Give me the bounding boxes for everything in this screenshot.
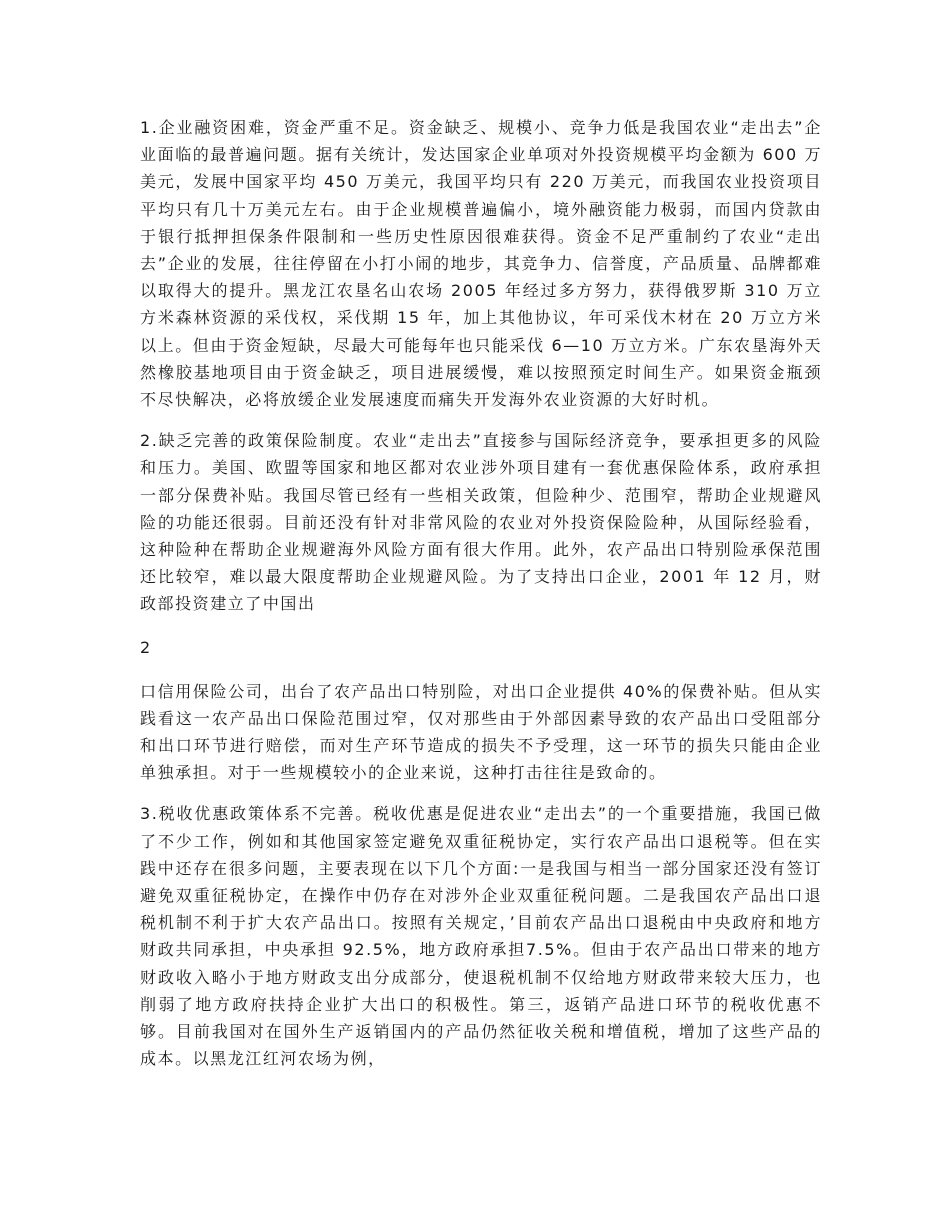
paragraph-enterprise-financing: 1.企业融资困难，资金严重不足。资金缺乏、规模小、竞争力低是我国农业“走出去”企业面临的最普遍问题。据有关统计，发达国家企业单项对外投资规模平均金额为 600 万美元，发展中国家平均 450 万美元，我国平均只有 220 万美元，而我国农业投资项目平均只有几十万美元左右。由于企业规模普遍偏小，境外融资能力极弱，而国内贷款由于银行抵押担保条件限制和一些历史性原因很难获得。资金不足严重制约了农业“走出去”企业的发展，往往停留在小打小闹的地步，其竞争力、信誉度，产品质量、品牌都难以取得大的提升。黑龙江农垦名山农场 2005 年经过多方努力，获得俄罗斯 310 万立方米森林资源的采伐权，采伐期 15 年，加上其他协议，年可采伐木材在 20 万立方米以上。但由于资金短缺，尽最大可能每年也只能采伐 6—10 万立方米。广东农垦海外天然橡胶基地项目由于资金缺乏，项目进展缓慢，难以按照预定时间生产。如果资金瓶颈不尽快解决，必将放缓企业发展速度而痛失开发海外农业资源的大好时机。 [140, 118, 822, 410]
paragraph-gap [140, 786, 822, 800]
page-number: 2 [140, 637, 151, 657]
paragraph-gap [140, 413, 822, 427]
page-break-gap [140, 618, 822, 634]
paragraph-export-credit-insurance: 口信用保险公司，出台了农产品出口特别险，对出口企业提供 40%的保费补贴。但从实践看这一农产品出口保险范围过窄，仅对那些由于外部因素导致的农产品出口受阻部分和出口环节进行赔偿，而对生产环节造成的损失不予受理，这一环节的损失只能由企业单独承担。对于一些规模较小的企业来说，这种打击往往是致命的。 [140, 681, 822, 783]
paragraph-policy-insurance: 2.缺乏完善的政策保险制度。农业“走出去”直接参与国际经济竞争，要承担更多的风险和压力。美国、欧盟等国家和地区都对农业涉外项目建有一套优惠保险体系，政府承担一部分保费补贴。我国尽管已经有一些相关政策，但险种少、范围窄，帮助企业规避风险的功能还很弱。目前还没有针对非常风险的农业对外投资保险险种，从国际经验看，这种险种在帮助企业规避海外风险方面有很大作用。此外，农产品出口特别险承保范围还比较窄，难以最大限度帮助企业规避风险。为了支持出口企业，2001 年 12 月，财政部投资建立了中国出 [140, 431, 822, 614]
page-break-gap [140, 661, 822, 678]
document-page [140, 114, 822, 1073]
paragraph-tax-incentives: 3.税收优惠政策体系不完善。税收优惠是促进农业“走出去”的一个重要措施，我国已做了不少工作，例如和其他国家签定避免双重征税协定，实行农产品出口退税等。但在实践中还存在很多问题，主要表现在以下几个方面:一是我国与相当一部分国家还没有签订避免双重征税协定，在操作中仍存在对涉外企业双重征税问题。二是我国农产品出口退税机制不利于扩大农产品出口。按照有关规定，’目前农产品出口退税由中央政府和地方财政共同承担，中央承担 92.5%，地方政府承担7.5%。但由于农产品出口带来的地方财政收入略小于地方财政支出分成部分，使退税机制不仅给地方财政带来较大压力，也削弱了地方政府扶持企业扩大出口的积极性。第三，返销产品进口环节的税收优惠不够。目前我国对在国外生产返销国内的产品仍然征收关税和增值税，增加了这些产品的成本。以黑龙江红河农场为例， [140, 804, 822, 1069]
